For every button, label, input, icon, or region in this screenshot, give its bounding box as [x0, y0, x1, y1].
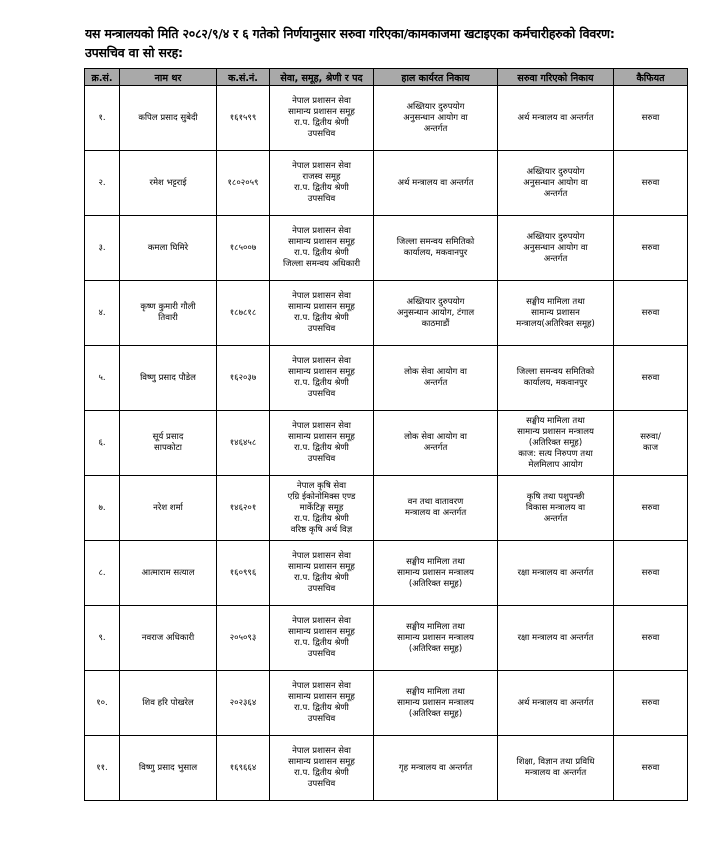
document-heading	[85, 24, 685, 62]
transferred-office-line: अन्तर्गत	[543, 188, 568, 199]
transferred-office-line: सङ्घीय मामिला तथा	[526, 296, 585, 307]
remarks-cell	[614, 411, 688, 476]
transferred-office-cell	[498, 541, 614, 606]
table-row	[85, 216, 688, 281]
transferred-office-cell	[498, 86, 614, 151]
current-office-line: जिल्ला समन्वय समितिको	[396, 237, 475, 247]
remarks-line: सरुवा	[641, 697, 660, 708]
current-office-line: अख्तियार दुरुपयोग	[406, 101, 465, 112]
name-line: कृष्ण कुमारी गौली	[140, 302, 196, 312]
table-row	[85, 86, 688, 151]
service-cell	[270, 606, 374, 671]
service-line: वरिष्ठ कृषि अर्थ विज्ञ	[290, 524, 353, 535]
service-line: रा.प. द्वितीय श्रेणी	[294, 573, 349, 583]
service-line: सामान्य प्रशासन समूह	[288, 237, 355, 247]
serial-cell: ११.	[85, 736, 120, 801]
current-office-line: अर्थ मन्त्रालय वा अन्तर्गत	[397, 177, 474, 188]
current-office-line: सङ्घीय मामिला तथा	[406, 686, 465, 697]
service-line: रा.प. द्वितीय श्रेणी	[294, 378, 349, 388]
service-line: उपसचिव	[307, 389, 336, 399]
service-line: रा.प. द्वितीय श्रेणी	[294, 513, 349, 524]
name-line: सूर्य प्रसाद	[152, 432, 184, 442]
transferred-office-line: अर्थ मन्त्रालय वा अन्तर्गत	[517, 112, 594, 123]
remarks-line: सरुवा	[641, 242, 660, 253]
serial-cell: ८.	[85, 541, 120, 606]
service-line: नेपाल प्रशासन सेवा	[292, 161, 351, 171]
current-office-cell	[374, 541, 498, 606]
current-office-cell	[374, 411, 498, 476]
current-office-line: कार्यालय, मकवानपुर	[403, 248, 468, 258]
name-cell	[120, 736, 217, 801]
current-office-cell	[374, 281, 498, 346]
current-office-line: लोक सेवा आयोग वा	[404, 367, 467, 377]
employee-id-cell: १८५००७	[217, 216, 270, 281]
transferred-office-line: कार्यालय, मकवानपुर	[523, 378, 588, 388]
transferred-office-line: अन्तर्गत	[543, 513, 568, 524]
employee-id-cell: १६२०३७	[217, 346, 270, 411]
serial-cell: ६.	[85, 411, 120, 476]
current-office-cell	[374, 346, 498, 411]
table-row	[85, 411, 688, 476]
remarks-line: काज	[642, 443, 659, 453]
service-line: नेपाल प्रशासन सेवा	[292, 421, 351, 431]
service-line: रा.प. द्वितीय श्रेणी	[294, 638, 349, 648]
current-office-line: अन्तर्गत	[423, 378, 448, 388]
remarks-cell	[614, 606, 688, 671]
service-cell	[270, 411, 374, 476]
remarks-cell	[614, 736, 688, 801]
service-line: नेपाल प्रशासन सेवा	[292, 746, 351, 756]
employee-id-cell: १६९६६४	[217, 736, 270, 801]
name-line: विष्णु प्रसाद भुसाल	[138, 762, 198, 773]
employee-id-cell: २०२३६४	[217, 671, 270, 736]
serial-cell: २.	[85, 151, 120, 216]
service-line: सामान्य प्रशासन समूह	[288, 692, 355, 702]
current-office-cell	[374, 606, 498, 671]
name-line: तिवारी	[158, 313, 178, 323]
remarks-cell	[614, 86, 688, 151]
remarks-cell	[614, 671, 688, 736]
service-line: सामान्य प्रशासन समूह	[288, 562, 355, 572]
transferred-office-cell	[498, 476, 614, 541]
name-line: कमला घिमिरे	[147, 242, 189, 253]
current-office-cell	[374, 476, 498, 541]
transferred-office-line: रक्षा मन्त्रालय वा अन्तर्गत	[517, 632, 594, 643]
serial-cell: ५.	[85, 346, 120, 411]
remarks-line: सरुवा	[641, 177, 660, 188]
service-line: सामान्य प्रशासन समूह	[288, 627, 355, 637]
current-office-line: गृह मन्त्रालय वा अन्तर्गत	[398, 762, 473, 773]
service-line: सामान्य प्रशासन समूह	[288, 367, 355, 377]
transferred-office-line: (अतिरिक्त समूह)	[528, 437, 583, 448]
name-cell	[120, 606, 217, 671]
table-row	[85, 671, 688, 736]
service-line: सामान्य प्रशासन समूह	[288, 302, 355, 312]
service-line: रा.प. द्वितीय श्रेणी	[294, 703, 349, 713]
header-service-group-class-post: सेवा, समूह, श्रेणी र पद	[270, 69, 374, 86]
name-line: नवराज अधिकारी	[141, 632, 195, 643]
header-serial: क्र.सं.	[85, 69, 120, 86]
name-cell	[120, 86, 217, 151]
serial-cell: १.	[85, 86, 120, 151]
table-row	[85, 281, 688, 346]
service-line: रा.प. द्वितीय श्रेणी	[294, 118, 349, 128]
service-cell	[270, 736, 374, 801]
remarks-cell	[614, 151, 688, 216]
current-office-line: सामान्य प्रशासन मन्त्रालय	[397, 632, 474, 643]
transferred-office-line: अनुसन्धान आयोग वा	[523, 242, 588, 253]
service-line: उपसचिव	[307, 129, 336, 139]
remarks-cell	[614, 476, 688, 541]
serial-cell: ७.	[85, 476, 120, 541]
service-line: नेपाल प्रशासन सेवा	[292, 681, 351, 691]
remarks-cell	[614, 281, 688, 346]
current-office-line: (अतिरिक्त समूह)	[408, 578, 463, 589]
transferred-office-line: कृषि तथा पशुपन्छी	[526, 491, 585, 502]
name-line: शिव हरि पोखरेल	[142, 697, 194, 708]
service-line: मार्केटिङ्ग समूह	[299, 502, 344, 513]
header-transferred-office: सरुवा गरिएको निकाय	[498, 69, 614, 86]
service-cell	[270, 281, 374, 346]
current-office-line: काठमाडौं	[421, 318, 450, 329]
service-cell	[270, 86, 374, 151]
service-cell	[270, 151, 374, 216]
current-office-cell	[374, 216, 498, 281]
remarks-cell	[614, 346, 688, 411]
current-office-cell	[374, 151, 498, 216]
employee-id-cell: २०५०९३	[217, 606, 270, 671]
table-header-row	[85, 69, 688, 86]
header-name: नाम थर	[120, 69, 217, 86]
transferred-office-line: अन्तर्गत	[543, 253, 568, 264]
transferred-office-cell	[498, 606, 614, 671]
transferred-office-line: काज: सत्य निरुपण तथा	[518, 448, 593, 459]
service-line: उपसचिव	[307, 194, 336, 204]
current-office-line: वन तथा वातावरण	[407, 497, 464, 507]
current-office-line: मन्त्रालय वा अन्तर्गत	[404, 508, 467, 518]
current-office-line: अन्तर्गत	[423, 123, 448, 134]
transferred-office-cell	[498, 411, 614, 476]
name-line: रमेश भट्टराई	[149, 177, 187, 188]
employee-id-cell: १८७८१८	[217, 281, 270, 346]
employee-id-cell: १४६२०१	[217, 476, 270, 541]
serial-cell: १०.	[85, 671, 120, 736]
transferred-office-line: सामान्य प्रशासन मन्त्रालय	[517, 426, 594, 437]
transferred-office-cell	[498, 151, 614, 216]
transferred-office-line: सङ्घीय मामिला तथा	[526, 415, 585, 426]
name-line: नरेश शर्मा	[153, 502, 183, 513]
remarks-cell	[614, 216, 688, 281]
service-line: उपसचिव	[307, 779, 336, 789]
service-line: उपसचिव	[307, 584, 336, 594]
name-line: कपिल प्रसाद सुबेदी	[138, 112, 198, 123]
employee-id-cell: १८०२०५९	[217, 151, 270, 216]
name-cell	[120, 281, 217, 346]
service-line: उपसचिव	[307, 324, 336, 334]
name-line: विष्णु प्रसाद पौडेल	[140, 372, 196, 383]
transferred-office-line: अर्थ मन्त्रालय वा अन्तर्गत	[517, 697, 594, 708]
remarks-line: सरुवा	[641, 112, 660, 123]
current-office-line: सामान्य प्रशासन मन्त्रालय	[397, 697, 474, 708]
service-line: उपसचिव	[307, 649, 336, 659]
service-cell	[270, 476, 374, 541]
transferred-office-line: शिक्षा, विज्ञान तथा प्रविधि	[516, 757, 595, 767]
employee-id-cell: १६०९९६	[217, 541, 270, 606]
service-line: सामान्य प्रशासन समूह	[288, 107, 355, 117]
service-line: जिल्ला समन्वय अधिकारी	[282, 259, 361, 269]
remarks-line: सरुवा	[641, 567, 660, 578]
table-row	[85, 541, 688, 606]
service-line: सामान्य प्रशासन समूह	[288, 757, 355, 767]
name-cell	[120, 216, 217, 281]
service-line: एग्रि ईकोनोमिक्स एण्ड	[287, 491, 356, 502]
serial-cell: ३.	[85, 216, 120, 281]
transferred-office-line: जिल्ला समन्वय समितिको	[516, 367, 595, 377]
service-line: नेपाल प्रशासन सेवा	[292, 96, 351, 106]
service-cell	[270, 216, 374, 281]
service-cell	[270, 346, 374, 411]
heading-line-2: उपसचिव वा सो सरह:	[85, 45, 183, 60]
current-office-line: अन्तर्गत	[423, 443, 448, 453]
current-office-line: सङ्घीय मामिला तथा	[406, 621, 465, 632]
service-line: रा.प. द्वितीय श्रेणी	[294, 443, 349, 453]
service-line: नेपाल प्रशासन सेवा	[292, 226, 351, 236]
current-office-line: सङ्घीय मामिला तथा	[406, 556, 465, 567]
transferred-office-cell	[498, 736, 614, 801]
transferred-office-cell	[498, 671, 614, 736]
name-cell	[120, 671, 217, 736]
transferred-office-line: अनुसन्धान आयोग वा	[523, 177, 588, 188]
name-cell	[120, 541, 217, 606]
service-line: नेपाल प्रशासन सेवा	[292, 616, 351, 626]
transferred-office-cell	[498, 346, 614, 411]
current-office-line: अनुसन्धान आयोग वा	[403, 112, 468, 123]
service-line: नेपाल कृषि सेवा	[296, 480, 347, 491]
service-line: रा.प. द्वितीय श्रेणी	[294, 183, 349, 193]
current-office-line: अख्तियार दुरुपयोग	[406, 296, 465, 307]
remarks-line: सरुवा/	[640, 432, 661, 442]
transferred-office-line: मन्त्रालय(अतिरिक्त समूह)	[516, 318, 595, 329]
service-line: सामान्य प्रशासन समूह	[288, 432, 355, 442]
current-office-cell	[374, 671, 498, 736]
current-office-line: सामान्य प्रशासन मन्त्रालय	[397, 567, 474, 578]
transferred-office-line: अख्तियार दुरुपयोग	[526, 166, 585, 177]
transferred-office-line: सामान्य प्रशासन	[531, 307, 580, 318]
table-row	[85, 606, 688, 671]
header-remarks: कैफियत	[614, 69, 688, 86]
remarks-line: सरुवा	[641, 632, 660, 643]
current-office-cell	[374, 86, 498, 151]
employee-id-cell: १४६४५८	[217, 411, 270, 476]
service-line: उपसचिव	[307, 714, 336, 724]
name-cell	[120, 476, 217, 541]
service-cell	[270, 541, 374, 606]
service-line: नेपाल प्रशासन सेवा	[292, 291, 351, 301]
service-line: नेपाल प्रशासन सेवा	[292, 356, 351, 366]
current-office-cell	[374, 736, 498, 801]
name-cell	[120, 346, 217, 411]
remarks-line: सरुवा	[641, 762, 660, 773]
name-cell	[120, 411, 217, 476]
transferred-office-line: अख्तियार दुरुपयोग	[526, 231, 585, 242]
table-row	[85, 151, 688, 216]
name-line: सापकोटा	[154, 443, 182, 453]
heading-line-1: यस मन्त्रालयको मिति २०८२/९/४ र ६ गतेको निर्णयानुसार सरुवा गरिएका/कामकाजमा खटाइएका कर्मचारीहरुको विवरण:	[85, 26, 615, 41]
remarks-cell	[614, 541, 688, 606]
current-office-line: अनुसन्धान आयोग, टंगाल	[396, 307, 475, 318]
serial-cell: ४.	[85, 281, 120, 346]
header-current-office: हाल कार्यरत निकाय	[374, 69, 498, 86]
transferred-office-line: विकास मन्त्रालय वा	[525, 502, 586, 513]
service-line: रा.प. द्वितीय श्रेणी	[294, 313, 349, 323]
current-office-line: लोक सेवा आयोग वा	[404, 432, 467, 442]
table-row	[85, 476, 688, 541]
service-cell	[270, 671, 374, 736]
remarks-line: सरुवा	[641, 372, 660, 383]
transferred-office-line: मेलमिलाप आयोग	[528, 459, 583, 470]
header-employee-id: क.सं.नं.	[217, 69, 270, 86]
remarks-line: सरुवा	[641, 502, 660, 513]
employee-id-cell: १६१५९९	[217, 86, 270, 151]
transferred-office-cell	[498, 216, 614, 281]
service-line: रा.प. द्वितीय श्रेणी	[294, 768, 349, 778]
service-line: राजस्व समूह	[302, 172, 341, 182]
service-line: नेपाल प्रशासन सेवा	[292, 551, 351, 561]
service-line: उपसचिव	[307, 454, 336, 464]
table-body	[85, 86, 688, 801]
remarks-line: सरुवा	[641, 307, 660, 318]
current-office-line: (अतिरिक्त समूह)	[408, 708, 463, 719]
transferred-office-cell	[498, 281, 614, 346]
transfer-table	[84, 68, 688, 801]
current-office-line: (अतिरिक्त समूह)	[408, 643, 463, 654]
table-row	[85, 736, 688, 801]
transferred-office-line: रक्षा मन्त्रालय वा अन्तर्गत	[517, 567, 594, 578]
serial-cell: ९.	[85, 606, 120, 671]
table-row	[85, 346, 688, 411]
name-cell	[120, 151, 217, 216]
service-line: रा.प. द्वितीय श्रेणी	[294, 248, 349, 258]
transferred-office-line: मन्त्रालय वा अन्तर्गत	[524, 768, 587, 778]
name-line: आत्माराम सत्याल	[141, 567, 195, 578]
